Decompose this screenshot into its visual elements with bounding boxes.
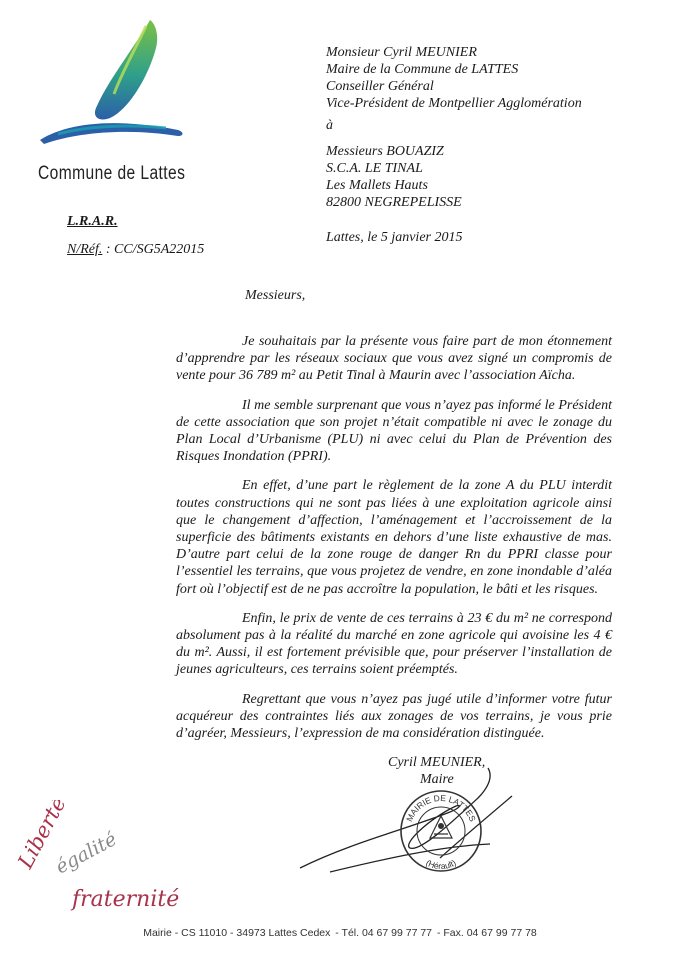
motto-fraternite: fraternité [72,887,180,912]
footer-phone: - Tél. 04 67 99 77 77 [332,927,433,939]
reference-line [67,242,204,258]
republic-motto [16,800,206,920]
to-word: à [326,118,333,133]
body-paragraph: Je souhaitais par la présente vous faire part de mon étonnement d’apprendre par les réseaux sociaux que vous avez signé un compromis de vente pour 36 789 m² au Petit Tinal à Maurin avec l’association Aïcha. [176,334,612,384]
recipient-line: 82800 NEGREPELISSE [326,195,462,210]
footer-contact [0,927,680,939]
seal-bottom-text: (Hérault) [424,857,458,872]
body-paragraph: Regrettant que vous n’ayez pas jugé utile d’informer votre futur acquéreur des contraintes liés aux zonages de vos terrains, je vous prie d’agréer, Messieurs, l’expression de ma considération distinguée. [176,691,612,742]
footer-address: Mairie - CS 11010 - 34973 Lattes Cedex [143,927,331,939]
footer-fax: - Fax. 04 67 99 77 78 [434,927,537,939]
signatory-title: Maire [420,772,454,787]
recipient-line: Les Mallets Hauts [326,178,428,193]
motto-liberte: Liberté [16,800,71,873]
recipient-line: Messieurs BOUAZIZ [326,144,444,159]
reference-value: : CC/SG5A22015 [102,242,205,257]
mairie-seal [398,788,484,874]
date-line: Lattes, le 5 janvier 2015 [326,230,463,245]
body-paragraph: En effet, d’une part le règlement de la zone A du PLU interdit toutes constructions qui ne sont pas liées à une exploitation agricole ainsi que le changement d’affection, l’aménagement et l’accroissement de la superficie des bâtiments existants en dehors d’une liste exhaustive de mas. D’autre part celui de la zone rouge de danger Rn du PPRI classe pour l’essentiel les terrains, que vous projetez de vendre, en zone inondable d’aléa fort où l’objectif est de ne pas accroître la population, le bâti et les risques. [176,478,612,597]
svg-text:MAIRIE DE LATTES [404,793,478,823]
sender-line: Conseiller Général [326,79,434,94]
sender-block [326,44,656,112]
letter-body [176,333,612,754]
body-paragraph: Enfin, le prix de vente de ces terrains à 23 € du m² ne correspond absolument pas à la réalité du marché en zone agricole qui avoisine les 4 € du m². Aussi, il est fortement prévisible que, pour préserver l’installation de jeunes agriculteurs, ces terrains soient préemptés. [176,610,612,678]
sender-line: Monsieur Cyril MEUNIER [326,45,477,60]
salutation: Messieurs, [245,288,306,303]
lrar-label: L.R.A.R. [67,214,118,229]
signatory-name: Cyril MEUNIER, [388,755,486,770]
sender-line: Maire de la Commune de LATTES [326,62,519,77]
motto-egalite: égalité [52,828,121,879]
recipient-block [326,143,656,211]
commune-name: Commune de Lattes [38,163,186,184]
reference-label: N/Réf. [67,242,103,257]
recipient-line: S.C.A. LE TINAL [326,161,423,176]
seal-top-text: MAIRIE DE LATTES [404,792,478,824]
body-paragraph: Il me semble surprenant que vous n’ayez pas informé le Président de cette association que son projet n’était compatible ni avec le zonage du Plan Local d’Urbanisme (PLU) ni avec celui du Plan de Prévention des Risques Inondation (PPRI). [176,397,612,465]
sender-line: Vice-Président de Montpellier Agglomération [326,96,582,111]
commune-logo-icon [38,18,188,148]
